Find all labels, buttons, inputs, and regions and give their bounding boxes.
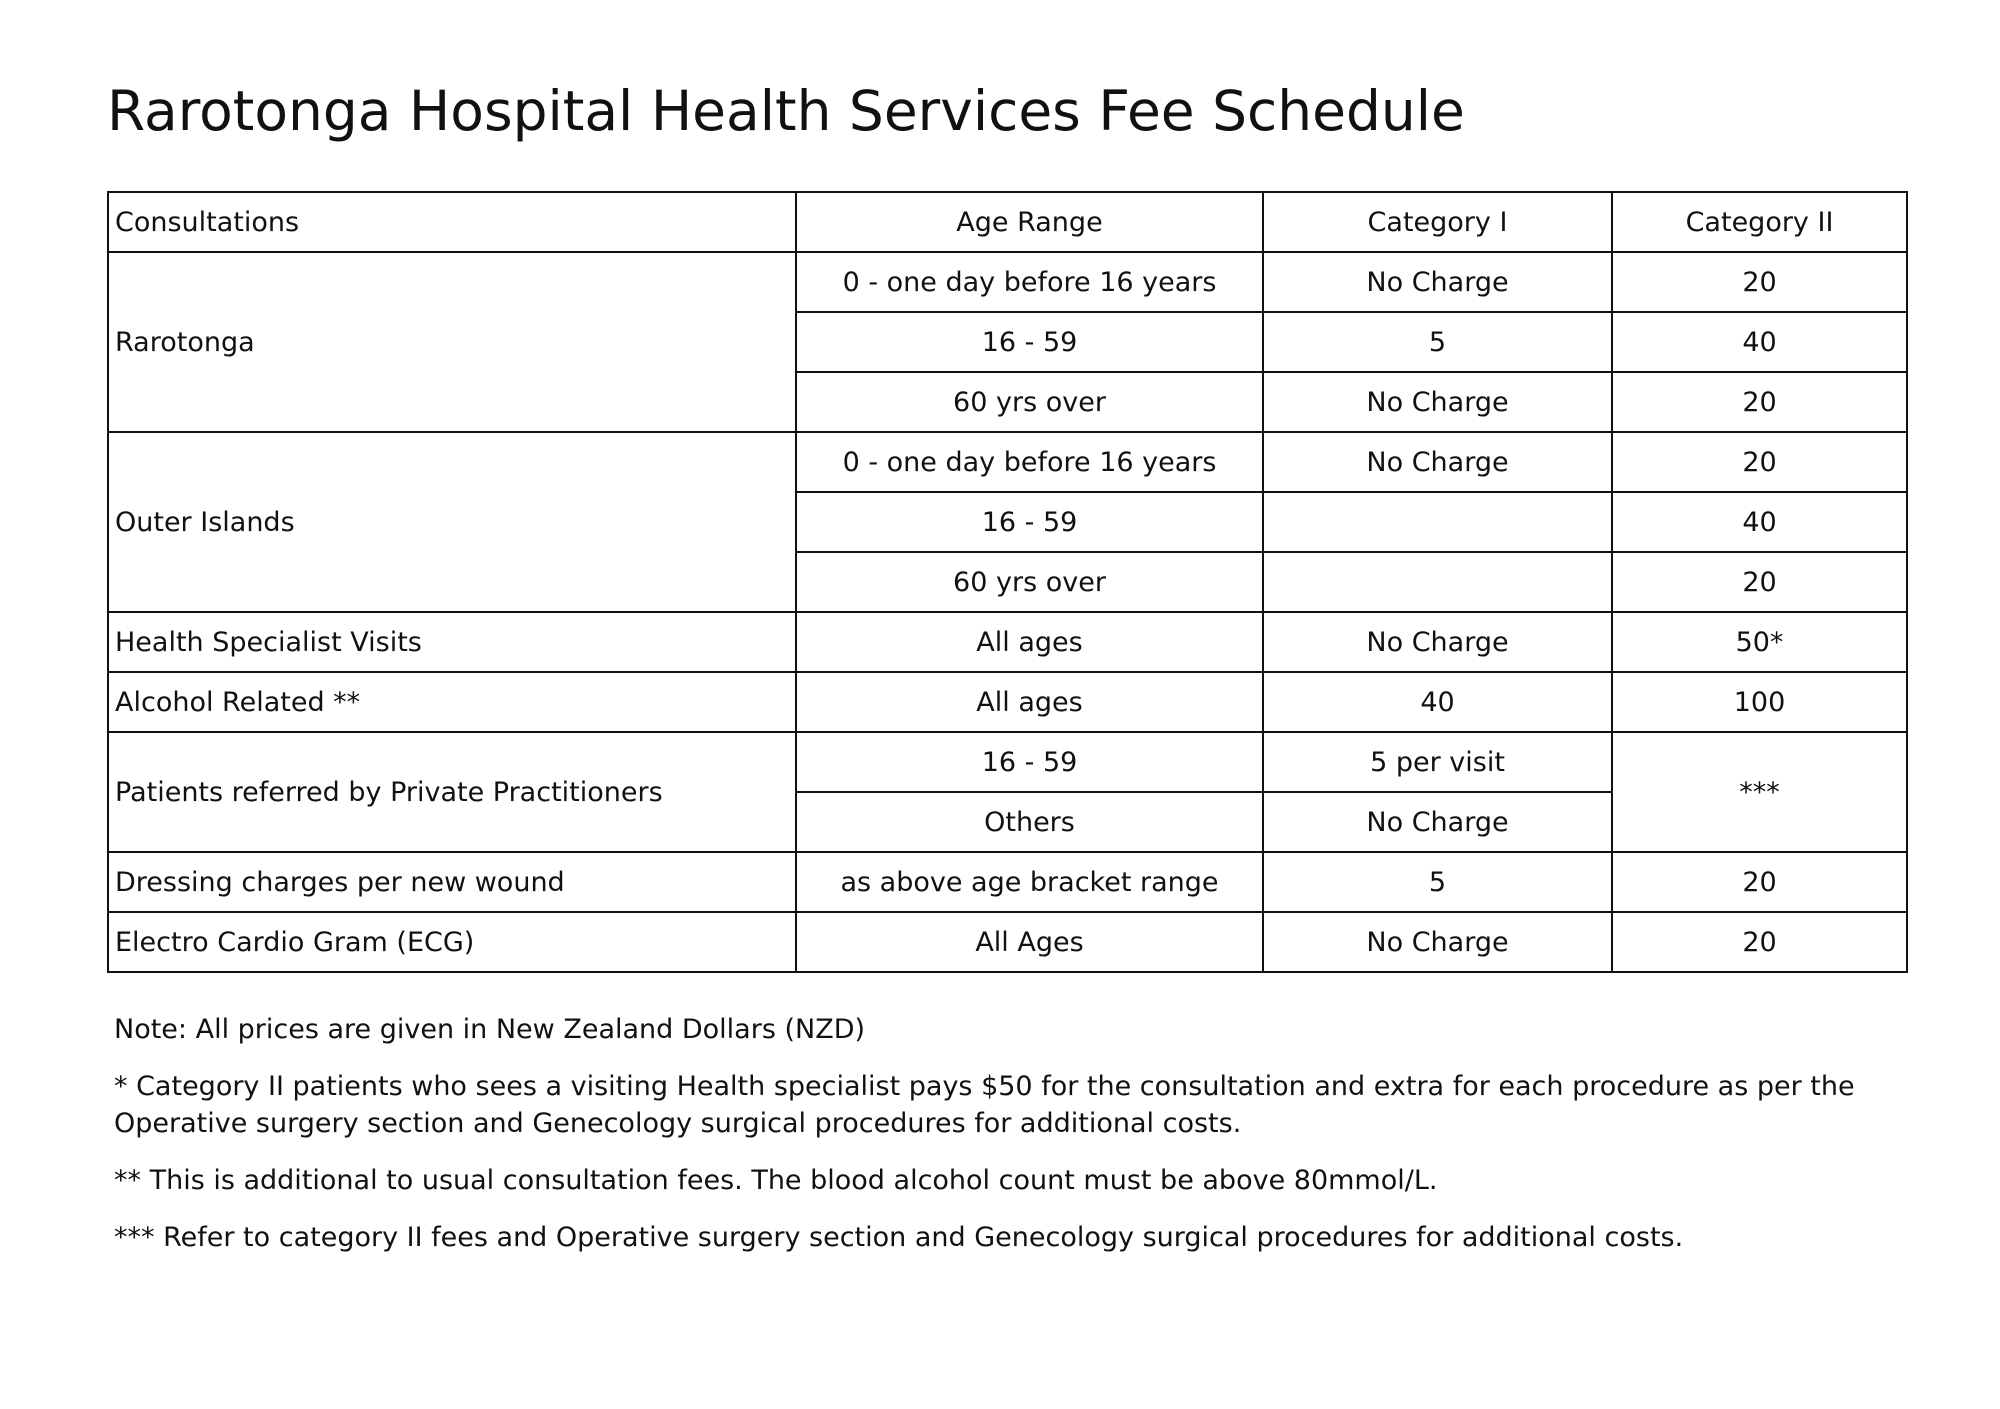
row-label-private-practitioners: Patients referred by Private Practitioners — [108, 732, 796, 852]
row-label-dressing: Dressing charges per new wound — [108, 852, 796, 912]
double-star-note: ** This is additional to usual consultation fees. The blood alcohol count must be above 80mmol/L. — [114, 1165, 1438, 1196]
age-range-cell: 0 - one day before 16 years — [796, 252, 1263, 312]
row-label-rarotonga: Rarotonga — [108, 252, 796, 432]
header-category-ii: Category II — [1612, 192, 1907, 252]
footnotes — [114, 1011, 1914, 1276]
header-category-i: Category I — [1263, 192, 1612, 252]
currency-note: Note: All prices are given in New Zealand Dollars (NZD) — [114, 1014, 866, 1045]
age-range-cell: 60 yrs over — [796, 552, 1263, 612]
category-ii-cell: 20 — [1612, 852, 1907, 912]
category-i-cell: 5 — [1263, 852, 1612, 912]
category-i-cell: No Charge — [1263, 252, 1612, 312]
category-i-cell: 5 per visit — [1263, 732, 1612, 792]
row-label-alcohol: Alcohol Related ** — [108, 672, 796, 732]
table-row — [108, 612, 1907, 672]
category-i-cell: No Charge — [1263, 612, 1612, 672]
category-i-cell: No Charge — [1263, 792, 1612, 852]
age-range-cell: Others — [796, 792, 1263, 852]
header-consultations: Consultations — [108, 192, 796, 252]
row-label-ecg: Electro Cardio Gram (ECG) — [108, 912, 796, 972]
age-range-cell: 16 - 59 — [796, 312, 1263, 372]
age-range-cell: All ages — [796, 612, 1263, 672]
table-row — [108, 852, 1907, 912]
category-ii-cell: 40 — [1612, 492, 1907, 552]
category-i-cell: No Charge — [1263, 372, 1612, 432]
table-row — [108, 252, 1907, 312]
category-ii-cell: *** — [1612, 732, 1907, 852]
category-ii-cell: 20 — [1612, 372, 1907, 432]
age-range-cell: All Ages — [796, 912, 1263, 972]
category-ii-cell: 20 — [1612, 432, 1907, 492]
category-i-cell: 5 — [1263, 312, 1612, 372]
category-ii-cell: 40 — [1612, 312, 1907, 372]
triple-star-note: *** Refer to category II fees and Operative surgery section and Genecology surgical procedures for additional costs. — [114, 1222, 1684, 1253]
age-range-cell: 16 - 59 — [796, 732, 1263, 792]
header-row — [108, 192, 1907, 252]
category-i-cell — [1263, 492, 1612, 552]
row-label-outer-islands: Outer Islands — [108, 432, 796, 612]
single-star-note: * Category II patients who sees a visiting Health specialist pays $50 for the consultation and extra for each procedure as per the Operative surgery section and Genecology surgical procedures for additional costs. — [114, 1071, 1855, 1139]
table-row — [108, 432, 1907, 492]
category-ii-cell: 20 — [1612, 252, 1907, 312]
header-age-range: Age Range — [796, 192, 1263, 252]
category-i-cell: 40 — [1263, 672, 1612, 732]
row-label-specialist: Health Specialist Visits — [108, 612, 796, 672]
category-i-cell: No Charge — [1263, 432, 1612, 492]
category-i-cell: No Charge — [1263, 912, 1612, 972]
category-ii-cell: 20 — [1612, 912, 1907, 972]
table-row — [108, 672, 1907, 732]
table-row — [108, 732, 1907, 792]
fee-schedule-table — [107, 191, 1908, 973]
age-range-cell: 16 - 59 — [796, 492, 1263, 552]
category-ii-cell: 100 — [1612, 672, 1907, 732]
age-range-cell: All ages — [796, 672, 1263, 732]
age-range-cell: as above age bracket range — [796, 852, 1263, 912]
category-ii-cell: 50* — [1612, 612, 1907, 672]
table-row — [108, 912, 1907, 972]
age-range-cell: 0 - one day before 16 years — [796, 432, 1263, 492]
age-range-cell: 60 yrs over — [796, 372, 1263, 432]
category-i-cell — [1263, 552, 1612, 612]
page-title: Rarotonga Hospital Health Services Fee Schedule — [107, 79, 1465, 143]
category-ii-cell: 20 — [1612, 552, 1907, 612]
